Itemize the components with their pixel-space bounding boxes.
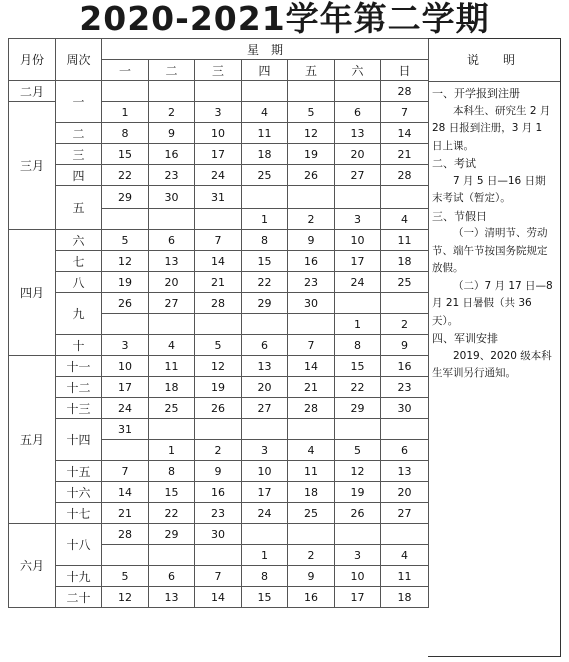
week-label: 二 — [56, 123, 102, 144]
day-cell: 8 — [242, 230, 288, 251]
day-cell: 16 — [288, 251, 335, 272]
day-cell: 10 — [195, 123, 242, 144]
day-cell: 11 — [242, 123, 288, 144]
week-label: 十九 — [56, 566, 102, 587]
day-cell: 7 — [102, 461, 149, 482]
calendar-row — [9, 165, 429, 186]
day-cell: 27 — [335, 165, 381, 186]
calendar-row — [9, 461, 429, 482]
day-cell: 26 — [102, 293, 149, 314]
calendar-row — [9, 482, 429, 503]
day-cell: 2 — [288, 545, 335, 566]
day-cell: 21 — [102, 503, 149, 524]
week-label: 十二 — [56, 377, 102, 398]
day-cell: 14 — [288, 356, 335, 377]
calendar-row — [9, 272, 429, 293]
note-heading: 四、军训安排 — [432, 332, 498, 345]
day-cell — [195, 545, 242, 566]
month-header: 月份 — [9, 39, 56, 81]
note-paragraph: （二）7 月 17 日—8 月 21 日暑假（共 36 天）。 — [432, 279, 553, 327]
calendar-row — [9, 398, 429, 419]
day-cell: 2 — [149, 102, 195, 123]
day-cell — [242, 81, 288, 102]
day-cell — [335, 81, 381, 102]
day-cell: 29 — [335, 398, 381, 419]
month-label: 三月 — [9, 102, 56, 230]
day-cell: 31 — [102, 419, 149, 440]
notes-panel — [428, 38, 561, 657]
day-cell: 18 — [242, 144, 288, 165]
page-title: 2020-2021学年第二学期 — [79, 0, 490, 38]
day-cell: 25 — [288, 503, 335, 524]
day-cell: 21 — [195, 272, 242, 293]
weekday-header: 二 — [149, 60, 195, 81]
day-cell: 5 — [335, 440, 381, 461]
calendar-row — [9, 293, 429, 314]
day-cell — [288, 419, 335, 440]
note-heading: 二、考试 — [432, 157, 476, 170]
day-cell — [149, 209, 195, 230]
day-cell: 13 — [242, 356, 288, 377]
day-cell — [195, 314, 242, 335]
calendar-row — [9, 144, 429, 165]
day-cell: 10 — [335, 566, 381, 587]
calendar-row — [9, 356, 429, 377]
day-cell: 21 — [288, 377, 335, 398]
calendar-row — [9, 81, 429, 102]
calendar-row — [9, 230, 429, 251]
day-cell: 29 — [102, 186, 149, 209]
day-cell: 22 — [102, 165, 149, 186]
day-cell: 24 — [102, 398, 149, 419]
day-cell: 11 — [149, 356, 195, 377]
day-cell — [242, 186, 288, 209]
day-cell — [288, 314, 335, 335]
day-cell — [102, 209, 149, 230]
day-cell: 29 — [149, 524, 195, 545]
day-cell: 4 — [242, 102, 288, 123]
note-paragraph: 2019、2020 级本科生军训另行通知。 — [432, 349, 552, 379]
day-cell: 24 — [335, 272, 381, 293]
day-cell: 17 — [195, 144, 242, 165]
day-cell: 16 — [149, 144, 195, 165]
week-label: 四 — [56, 165, 102, 186]
day-cell — [102, 545, 149, 566]
day-cell: 11 — [288, 461, 335, 482]
day-cell: 3 — [242, 440, 288, 461]
note-heading: 一、开学报到注册 — [432, 87, 520, 100]
day-cell: 2 — [288, 209, 335, 230]
month-label: 二月 — [9, 81, 56, 102]
day-cell: 17 — [242, 482, 288, 503]
day-cell: 27 — [381, 503, 429, 524]
day-cell: 30 — [381, 398, 429, 419]
day-cell: 24 — [242, 503, 288, 524]
day-cell: 12 — [195, 356, 242, 377]
day-cell: 14 — [195, 251, 242, 272]
day-cell: 23 — [195, 503, 242, 524]
day-cell: 7 — [288, 335, 335, 356]
day-cell: 28 — [102, 524, 149, 545]
day-cell: 7 — [195, 230, 242, 251]
weekday-header: 五 — [288, 60, 335, 81]
note-paragraph: （一）清明节、劳动节、端午节按国务院规定放假。 — [432, 227, 548, 274]
day-cell: 23 — [149, 165, 195, 186]
day-cell: 12 — [288, 123, 335, 144]
day-cell — [288, 81, 335, 102]
day-cell: 11 — [381, 566, 429, 587]
day-cell — [102, 81, 149, 102]
note-paragraph: 7 月 5 日—16 日期末考试（暂定）。 — [432, 174, 546, 204]
day-cell — [195, 419, 242, 440]
week-label: 十六 — [56, 482, 102, 503]
day-cell: 3 — [335, 545, 381, 566]
day-cell: 5 — [195, 335, 242, 356]
day-cell: 18 — [288, 482, 335, 503]
weekday-header: 三 — [195, 60, 242, 81]
note-paragraph: 本科生、研究生 2 月 28 日报到注册，3 月 1 日上课。 — [432, 104, 551, 152]
day-cell: 20 — [335, 144, 381, 165]
day-cell: 15 — [242, 251, 288, 272]
day-cell: 27 — [149, 293, 195, 314]
day-cell: 5 — [102, 230, 149, 251]
month-label: 五月 — [9, 356, 56, 524]
day-cell: 14 — [381, 123, 429, 144]
notes-body — [428, 82, 560, 383]
day-cell: 6 — [335, 102, 381, 123]
day-cell: 4 — [149, 335, 195, 356]
day-cell: 3 — [195, 102, 242, 123]
day-cell: 27 — [242, 398, 288, 419]
week-label: 九 — [56, 293, 102, 335]
weekday-header: 一 — [102, 60, 149, 81]
week-label: 七 — [56, 251, 102, 272]
day-cell: 7 — [195, 566, 242, 587]
day-cell: 9 — [149, 123, 195, 144]
day-cell: 6 — [242, 335, 288, 356]
weekday-group-header: 星 期 — [102, 39, 429, 60]
day-cell — [335, 524, 381, 545]
day-cell — [195, 209, 242, 230]
day-cell: 13 — [335, 123, 381, 144]
day-cell: 12 — [102, 587, 149, 608]
week-label: 十一 — [56, 356, 102, 377]
month-label: 四月 — [9, 230, 56, 356]
day-cell: 8 — [335, 335, 381, 356]
day-cell — [381, 419, 429, 440]
day-cell: 10 — [242, 461, 288, 482]
day-cell: 30 — [288, 293, 335, 314]
day-cell — [381, 186, 429, 209]
day-cell: 20 — [149, 272, 195, 293]
day-cell: 20 — [381, 482, 429, 503]
day-cell: 25 — [149, 398, 195, 419]
day-cell: 15 — [149, 482, 195, 503]
day-cell: 23 — [288, 272, 335, 293]
day-cell: 1 — [335, 314, 381, 335]
day-cell — [102, 440, 149, 461]
calendar-row — [9, 524, 429, 545]
calendar-row — [9, 335, 429, 356]
day-cell: 23 — [381, 377, 429, 398]
day-cell: 15 — [102, 144, 149, 165]
day-cell — [102, 314, 149, 335]
day-cell: 1 — [242, 545, 288, 566]
day-cell: 19 — [102, 272, 149, 293]
day-cell: 4 — [381, 209, 429, 230]
day-cell: 31 — [195, 186, 242, 209]
day-cell: 28 — [381, 165, 429, 186]
day-cell: 22 — [149, 503, 195, 524]
day-cell: 30 — [149, 186, 195, 209]
day-cell: 2 — [195, 440, 242, 461]
week-header: 周次 — [56, 39, 102, 81]
day-cell: 5 — [288, 102, 335, 123]
day-cell: 15 — [335, 356, 381, 377]
calendar-row — [9, 186, 429, 209]
day-cell: 5 — [102, 566, 149, 587]
day-cell: 9 — [381, 335, 429, 356]
week-label: 五 — [56, 186, 102, 230]
day-cell: 14 — [102, 482, 149, 503]
day-cell: 9 — [288, 566, 335, 587]
day-cell: 18 — [149, 377, 195, 398]
day-cell: 25 — [381, 272, 429, 293]
day-cell — [242, 524, 288, 545]
weekday-header: 四 — [242, 60, 288, 81]
day-cell: 12 — [335, 461, 381, 482]
day-cell: 9 — [288, 230, 335, 251]
day-cell: 19 — [195, 377, 242, 398]
day-cell: 20 — [242, 377, 288, 398]
day-cell: 17 — [335, 587, 381, 608]
week-label: 三 — [56, 144, 102, 165]
week-label: 一 — [56, 81, 102, 123]
day-cell: 15 — [242, 587, 288, 608]
day-cell: 28 — [195, 293, 242, 314]
day-cell: 3 — [335, 209, 381, 230]
notes-header: 说 明 — [428, 39, 560, 82]
calendar-row — [9, 251, 429, 272]
month-label: 六月 — [9, 524, 56, 608]
week-label: 八 — [56, 272, 102, 293]
day-cell: 1 — [242, 209, 288, 230]
day-cell: 29 — [242, 293, 288, 314]
day-cell — [149, 419, 195, 440]
week-label: 十四 — [56, 419, 102, 461]
day-cell: 8 — [149, 461, 195, 482]
day-cell: 16 — [288, 587, 335, 608]
day-cell: 18 — [381, 251, 429, 272]
calendar-row — [9, 587, 429, 608]
day-cell — [242, 419, 288, 440]
week-label: 十三 — [56, 398, 102, 419]
day-cell — [195, 81, 242, 102]
day-cell: 28 — [288, 398, 335, 419]
day-cell: 3 — [102, 335, 149, 356]
day-cell: 21 — [381, 144, 429, 165]
day-cell — [381, 293, 429, 314]
day-cell — [149, 314, 195, 335]
day-cell: 30 — [195, 524, 242, 545]
day-cell: 26 — [288, 165, 335, 186]
day-cell: 13 — [149, 251, 195, 272]
week-label: 十五 — [56, 461, 102, 482]
calendar-row — [9, 503, 429, 524]
weekday-header: 日 — [381, 60, 429, 81]
day-cell: 2 — [381, 314, 429, 335]
week-label: 十八 — [56, 524, 102, 566]
day-cell — [335, 419, 381, 440]
day-cell — [335, 186, 381, 209]
day-cell — [335, 293, 381, 314]
day-cell: 16 — [195, 482, 242, 503]
day-cell: 11 — [381, 230, 429, 251]
week-label: 十 — [56, 335, 102, 356]
day-cell: 10 — [102, 356, 149, 377]
week-label: 十七 — [56, 503, 102, 524]
day-cell: 13 — [381, 461, 429, 482]
day-cell: 19 — [288, 144, 335, 165]
weekday-header: 六 — [335, 60, 381, 81]
day-cell: 25 — [242, 165, 288, 186]
day-cell — [149, 81, 195, 102]
day-cell: 8 — [242, 566, 288, 587]
calendar-row — [9, 123, 429, 144]
day-cell: 12 — [102, 251, 149, 272]
day-cell: 4 — [381, 545, 429, 566]
day-cell: 18 — [381, 587, 429, 608]
calendar-row — [9, 566, 429, 587]
day-cell: 9 — [195, 461, 242, 482]
day-cell — [242, 314, 288, 335]
day-cell: 22 — [335, 377, 381, 398]
day-cell: 19 — [335, 482, 381, 503]
day-cell — [288, 524, 335, 545]
day-cell: 6 — [149, 230, 195, 251]
day-cell: 13 — [149, 587, 195, 608]
day-cell: 24 — [195, 165, 242, 186]
week-label: 六 — [56, 230, 102, 251]
week-label: 二十 — [56, 587, 102, 608]
day-cell: 14 — [195, 587, 242, 608]
day-cell — [381, 524, 429, 545]
day-cell: 7 — [381, 102, 429, 123]
day-cell: 26 — [335, 503, 381, 524]
day-cell: 22 — [242, 272, 288, 293]
calendar-row — [9, 377, 429, 398]
day-cell: 28 — [381, 81, 429, 102]
day-cell: 1 — [149, 440, 195, 461]
day-cell — [149, 545, 195, 566]
day-cell: 6 — [381, 440, 429, 461]
calendar-table — [8, 38, 429, 608]
note-heading: 三、节假日 — [432, 209, 487, 223]
calendar-row — [9, 419, 429, 440]
day-cell: 1 — [102, 102, 149, 123]
day-cell: 17 — [102, 377, 149, 398]
day-cell: 26 — [195, 398, 242, 419]
day-cell — [288, 186, 335, 209]
day-cell: 4 — [288, 440, 335, 461]
day-cell: 8 — [102, 123, 149, 144]
day-cell: 16 — [381, 356, 429, 377]
day-cell: 6 — [149, 566, 195, 587]
day-cell: 10 — [335, 230, 381, 251]
day-cell: 17 — [335, 251, 381, 272]
